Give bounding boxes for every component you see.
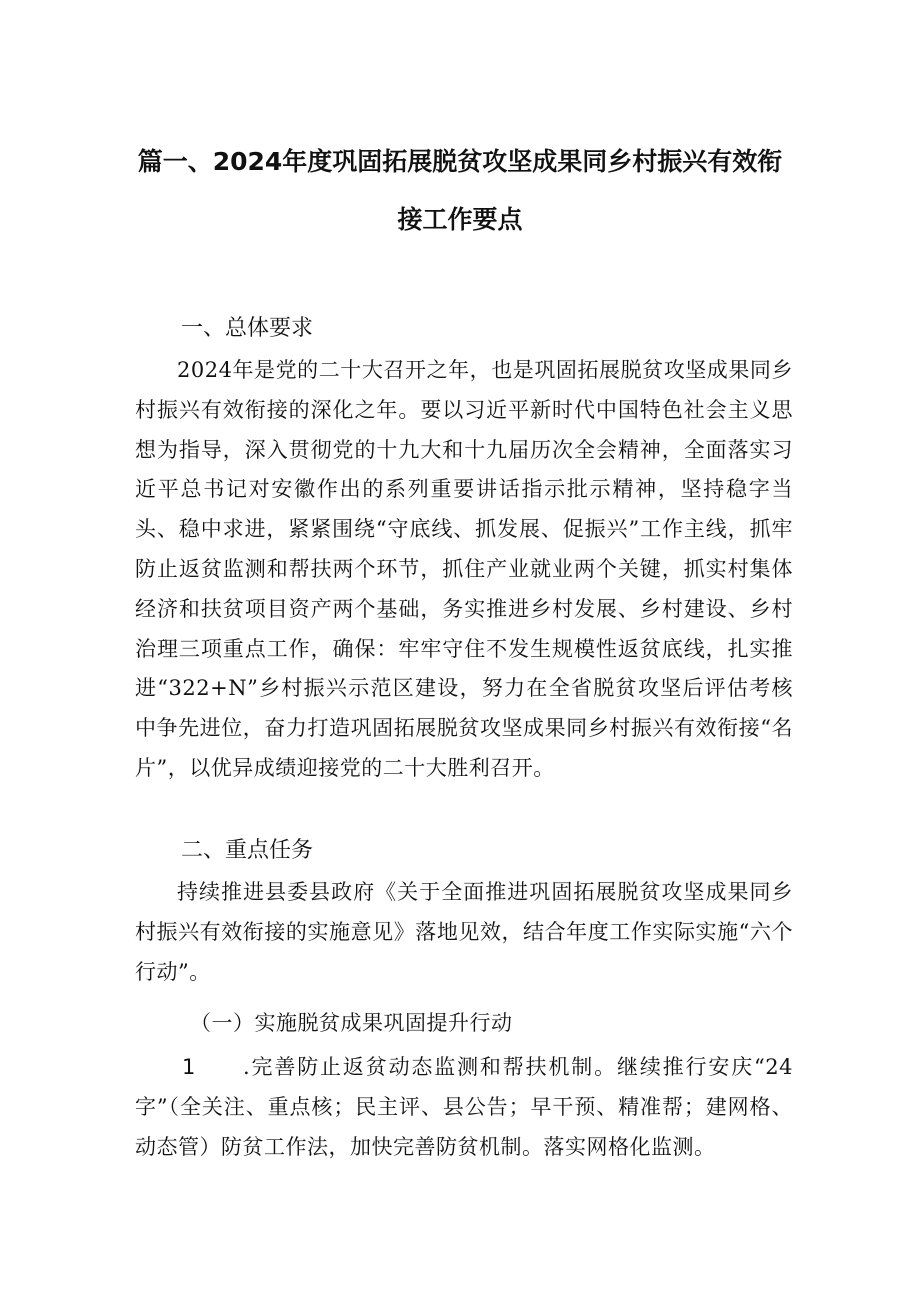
list-item-text: .完善防止返贫动态监测和帮扶机制。继续推行安庆“24字”（全关注、重点核；民主评、县公告；早干预、精准帮；建网格、动态管）防贫工作法，加快完善防贫机制。落实网格化监测。 [135,1055,793,1159]
section-paragraph-key-tasks: 持续推进县委县政府《关于全面推进巩固拓展脱贫攻坚成果同乡村振兴有效衔接的实施意见》落地见效，结合年度工作实际实施“六个行动”。 [135,880,793,984]
section-paragraph-general-requirements: 2024年是党的二十大召开之年，也是巩固拓展脱贫攻坚成果同乡村振兴有效衔接的深化之年。要以习近平新时代中国特色社会主义思想为指导，深入贯彻党的十九大和十九届历次全会精神，全面落实习近平总书记对安徽作出的系列重要讲话指示批示精神，坚持稳字当头、稳中求进，紧紧围绕“守底线、抓发展、促振兴”工作主线，抓牢防止返贫监测和帮扶两个环节，抓住产业就业两个关键，抓实村集体经济和扶贫项目资产两个基础，务实推进乡村发展、乡村建设、乡村治理三项重点工作，确保：牢牢守住不发生规模性返贫底线，扎实推进“322+N”乡村振兴示范区建设，努力在全省脱贫攻坚后评估考核中争先进位，奋力打造巩固拓展脱贫攻坚成果同乡村振兴有效衔接“名片”，以优异成绩迎接党的二十大胜利召开。 [135,358,793,780]
document-title-line-1: 篇一、2024年度巩固拓展脱贫攻坚成果同乡村振兴有效衔 [137,147,783,176]
section-heading-general-requirements: 一、总体要求 [181,316,314,341]
subsection-heading-consolidation-action: （一）实施脱贫成果巩固提升行动 [190,1011,513,1035]
section-heading-key-tasks: 二、重点任务 [181,838,314,863]
document-title-line-2: 接工作要点 [397,205,523,234]
list-item-number: 1 [182,1055,196,1079]
